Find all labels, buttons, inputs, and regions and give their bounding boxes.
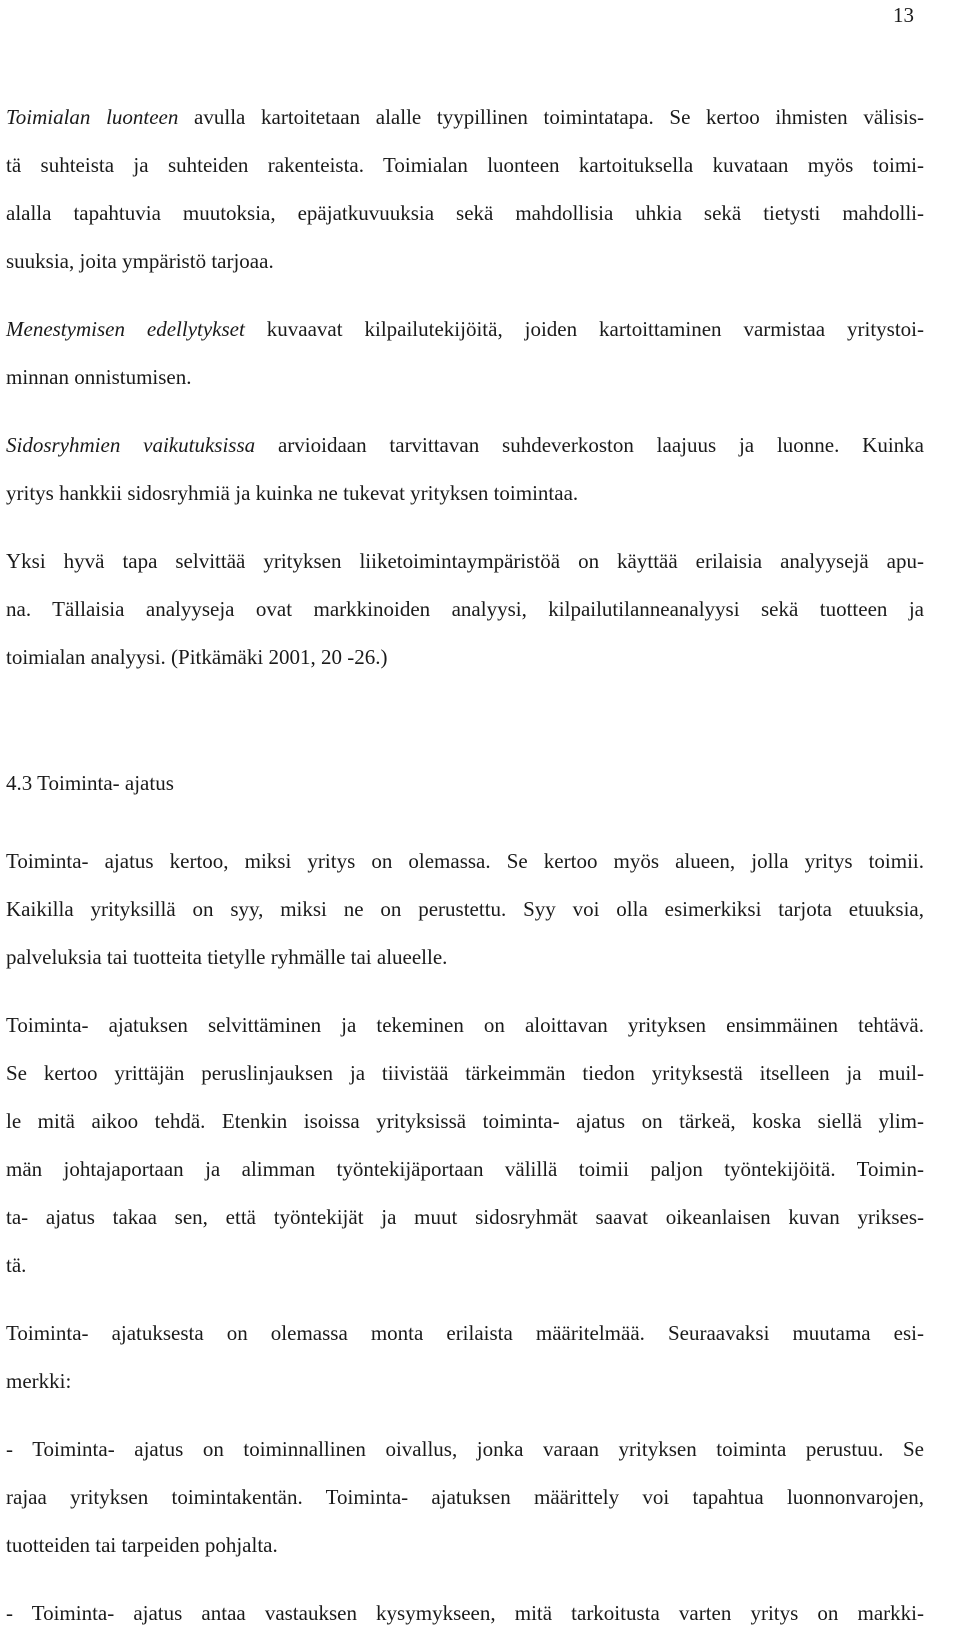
text-line: [6, 305, 924, 353]
paragraph-analyysit: [6, 537, 924, 681]
paragraph-toiminta-ajatus-selvittaminen: [6, 1001, 924, 1289]
italic-term: Toimialan luonteen: [6, 105, 179, 129]
text-line: suuksia, joita ympäristö tarjoaa.: [6, 249, 274, 273]
text-line: tä suhteista ja suhteiden rakenteista. Toimialan luonteen kartoituksella kuvataan myös toimi-: [6, 153, 924, 177]
section-heading: 4.3 Toiminta- ajatus: [6, 771, 174, 795]
document-body: [6, 93, 924, 1637]
text-line: Kaikilla yrityksillä on syy, miksi ne on perustettu. Syy voi olla esimerkiksi tarjota etuuksia,: [6, 897, 924, 921]
text-line: Se kertoo yrittäjän peruslinjauksen ja tiivistää tärkeimmän tiedon yrityksestä itselleen ja muil-: [6, 1061, 924, 1085]
text-line: rajaa yrityksen toimintakentän. Toiminta- ajatuksen määrittely voi tapahtua luonnonvarojen,: [6, 1485, 924, 1509]
italic-term: Sidosryhmien vaikutuksissa: [6, 433, 256, 457]
line-text: avulla kartoitetaan alalle tyypillinen toimintatapa. Se kertoo ihmisten välisis-: [178, 105, 924, 129]
text-line: toimialan analyysi. (Pitkämäki 2001, 20 -26.): [6, 645, 388, 669]
text-line: na. Tällaisia analyyseja ovat markkinoiden analyysi, kilpailutilanneanalyysi sekä tuotteen ja: [6, 597, 924, 621]
text-line: tuotteiden tai tarpeiden pohjalta.: [6, 1533, 278, 1557]
paragraph-menestymisen-edellytykset: [6, 305, 924, 401]
paragraph-toiminta-ajatus-intro: [6, 837, 924, 981]
text-line: alalla tapahtuvia muutoksia, epäjatkuvuuksia sekä mahdollisia uhkia sekä tietysti mahdolli-: [6, 201, 924, 225]
text-line: tä.: [6, 1253, 27, 1277]
line-text: arvioidaan tarvittavan suhdeverkoston laajuus ja luonne. Kuinka: [255, 433, 924, 457]
text-line: minnan onnistumisen.: [6, 365, 192, 389]
text-line: palveluksia tai tuotteita tietylle ryhmälle tai alueelle.: [6, 945, 448, 969]
italic-term: Menestymisen edellytykset: [6, 317, 245, 341]
text-line: - Toiminta- ajatus on toiminnallinen oivallus, jonka varaan yrityksen toiminta perustuu. Se: [6, 1437, 924, 1461]
text-line: Toiminta- ajatus kertoo, miksi yritys on olemassa. Se kertoo myös alueen, jolla yritys toimii.: [6, 849, 924, 873]
page-number: 13: [893, 3, 914, 27]
paragraph-sidosryhmien-vaikutukset: [6, 421, 924, 517]
paragraph-maaritelmat: [6, 1309, 924, 1405]
text-line: män johtajaportaan ja alimman työntekijäportaan välillä toimii paljon työntekijöitä. Toimin-: [6, 1157, 924, 1181]
text-line: ta- ajatus takaa sen, että työntekijät ja muut sidosryhmät saavat oikeanlaisen kuvan yrikses-: [6, 1205, 924, 1229]
text-line: Toiminta- ajatuksen selvittäminen ja tekeminen on aloittavan yrityksen ensimmäinen tehtävä.: [6, 1013, 924, 1037]
text-line: merkki:: [6, 1369, 72, 1393]
text-line: le mitä aikoo tehdä. Etenkin isoissa yrityksissä toiminta- ajatus on tärkeä, koska siellä ylim-: [6, 1109, 924, 1133]
paragraph-toimialan-luonteen: [6, 93, 924, 285]
text-line: - Toiminta- ajatus antaa vastauksen kysymykseen, mitä tarkoitusta varten yritys on markki-: [6, 1601, 924, 1625]
text-line: Yksi hyvä tapa selvittää yrityksen liiketoimintaympäristöä on käyttää erilaisia analyysejä apu-: [6, 549, 924, 573]
list-item-definition-1: [6, 1425, 924, 1569]
text-line: Toiminta- ajatuksesta on olemassa monta erilaista määritelmää. Seuraavaksi muutama esi-: [6, 1321, 924, 1345]
text-line: [6, 421, 924, 469]
line-text: kuvaavat kilpailutekijöitä, joiden kartoittaminen varmistaa yritystoi-: [244, 317, 924, 341]
text-line: [6, 93, 924, 141]
text-line: yritys hankkii sidosryhmiä ja kuinka ne tukevat yrityksen toimintaa.: [6, 481, 579, 505]
